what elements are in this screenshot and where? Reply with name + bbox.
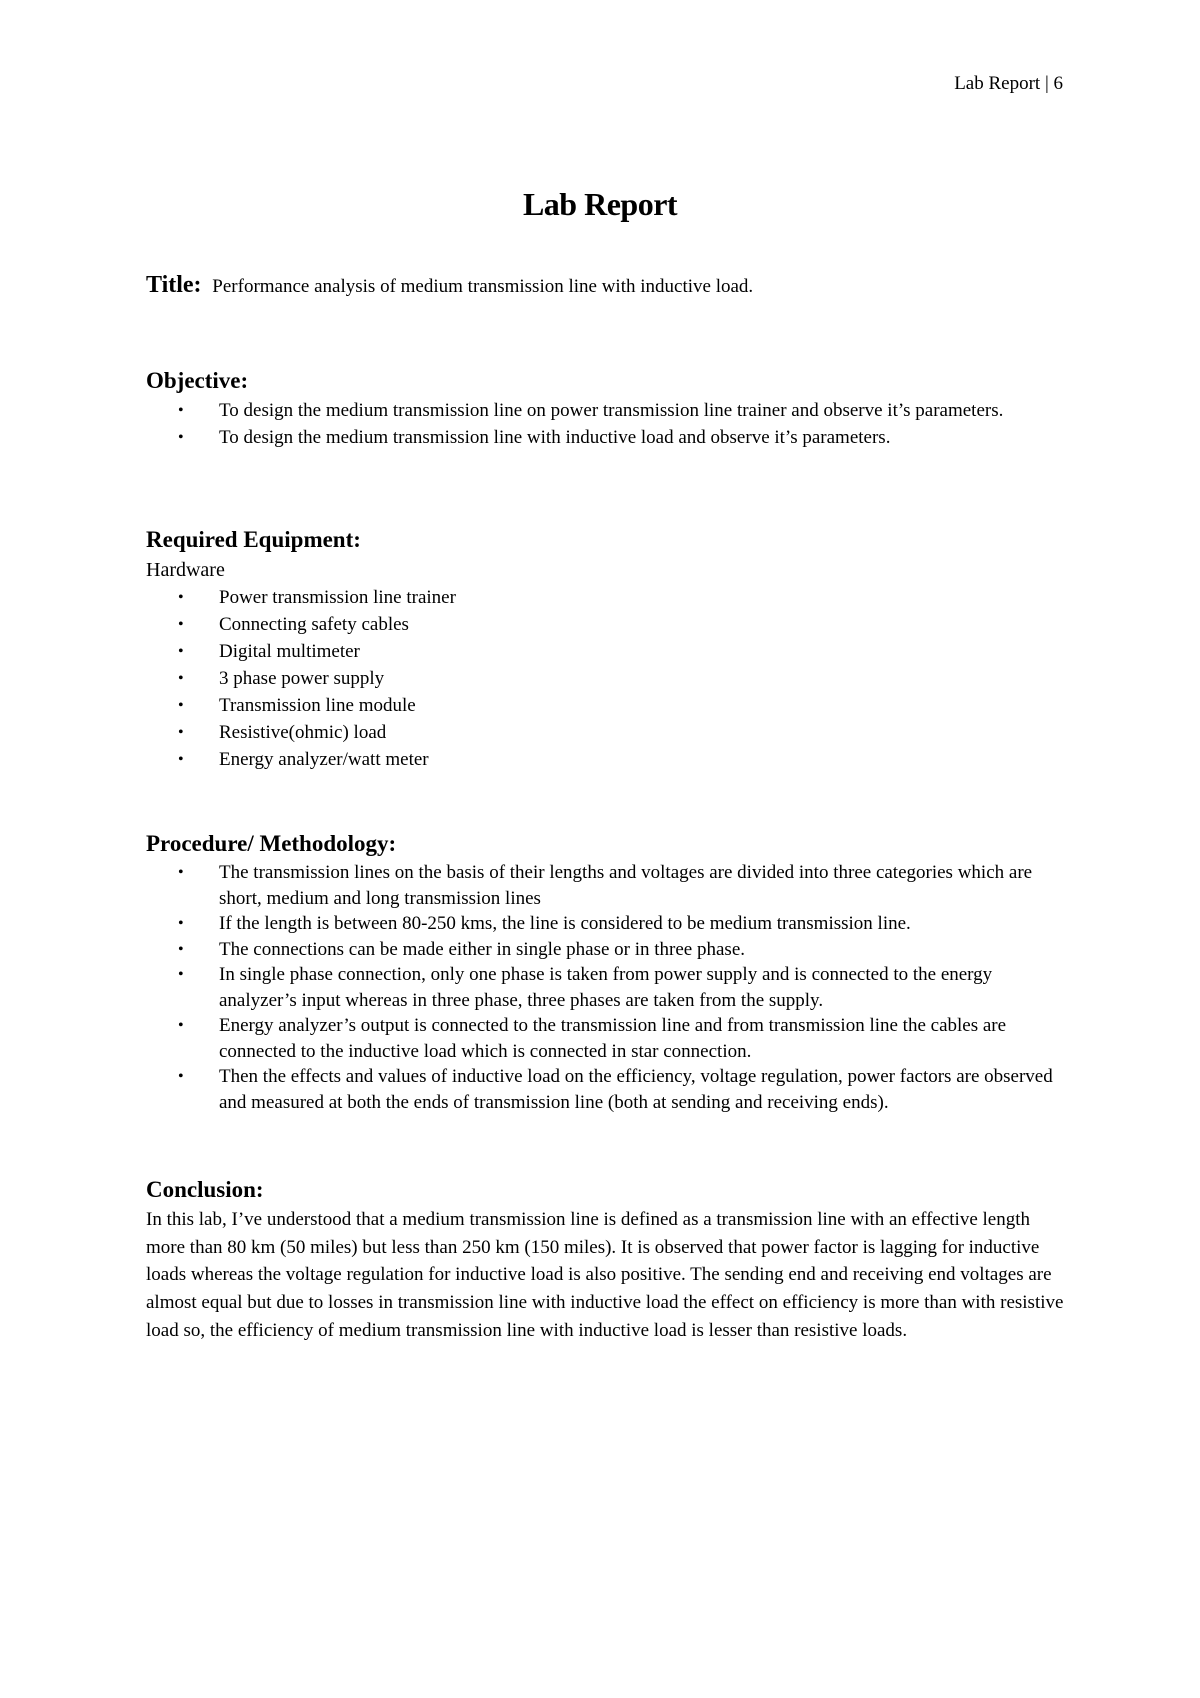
list-item: • The connections can be made either in single phase or in three phase.	[219, 937, 1069, 963]
list-item: • Energy analyzer’s output is connected to the transmission line and from transmission line the cables are connected to the inductive load which is connected in star connection.	[178, 1015, 1007, 1062]
bullet-icon: •	[178, 643, 184, 660]
document-title: Lab Report	[522, 186, 678, 222]
procedure-heading: Procedure/ Methodology:	[146, 831, 397, 856]
list-item: • Transmission line module	[219, 692, 1066, 719]
equipment-sub-label: Hardware	[146, 559, 225, 581]
conclusion-section	[146, 1174, 1066, 1345]
bullet-icon: •	[178, 402, 184, 419]
objective-list	[146, 397, 1049, 451]
bullet-icon: •	[178, 429, 184, 446]
equipment-list	[146, 584, 1066, 773]
list-item: • Power transmission line trainer	[219, 584, 1066, 611]
list-item: • To design the medium transmission line with inductive load and observe it’s parameters.	[219, 424, 1049, 451]
objective-heading: Objective:	[146, 368, 249, 393]
conclusion-paragraph: In this lab, I’ve understood that a medium transmission line is defined as a transmission line with an effective length more than 80 km (50 miles) but less than 250 km (150 miles). It is observed that power factor is lagging for inductive loads whereas the voltage regulation for inductive load is also positive. The sending end and receiving end voltages are almost equal but due to losses in transmission line with inductive load the effect on efficiency is more than with resistive load so, the efficiency of medium transmission line with inductive load is lesser than resistive loads.	[146, 1209, 1064, 1341]
list-item: • Resistive(ohmic) load	[219, 719, 1066, 746]
conclusion-heading: Conclusion:	[146, 1177, 264, 1202]
procedure-list	[146, 860, 1069, 1115]
list-item: • 3 phase power supply	[219, 665, 1066, 692]
procedure-section	[146, 828, 1066, 1115]
list-item: • To design the medium transmission line on power transmission line trainer and observe it’s parameters.	[219, 397, 1049, 424]
equipment-heading: Required Equipment:	[146, 527, 361, 552]
bullet-icon: •	[178, 751, 184, 768]
bullet-icon: •	[178, 697, 184, 714]
title-row	[146, 268, 1066, 304]
equipment-section	[146, 524, 1066, 773]
page-header: Lab Report | 6	[954, 73, 1063, 94]
bullet-icon: •	[178, 940, 184, 958]
bullet-icon: •	[178, 1068, 184, 1085]
list-item: • Digital multimeter	[219, 638, 1066, 665]
list-item: • The transmission lines on the basis of their lengths and voltages are divided into three categories which are short, medium and long transmission lines	[178, 862, 1033, 909]
bullet-icon: •	[178, 616, 184, 633]
list-item: • Energy analyzer/watt meter	[219, 746, 1066, 773]
list-item: • Connecting safety cables	[219, 611, 1066, 638]
list-item: • Then the effects and values of inductive load on the efficiency, voltage regulation, power factors are observed and measured at both the ends of transmission line (both at sending and receiving ends).	[178, 1066, 1053, 1113]
title-value: Performance analysis of medium transmission line with inductive load.	[212, 276, 754, 297]
bullet-icon: •	[178, 724, 184, 741]
bullet-icon: •	[178, 670, 184, 687]
list-item: • In single phase connection, only one phase is taken from power supply and is connected to the energy analyzer’s input whereas in three phase, three phases are taken from the supply.	[178, 964, 993, 1011]
bullet-icon: •	[178, 966, 184, 983]
bullet-icon: •	[178, 915, 184, 932]
objective-section	[146, 365, 1066, 451]
bullet-icon: •	[178, 1017, 184, 1034]
bullet-icon: •	[178, 589, 184, 606]
bullet-icon: •	[178, 864, 184, 881]
list-item: • If the length is between 80-250 kms, the line is considered to be medium transmission line.	[219, 911, 1069, 937]
title-label: Title:	[146, 272, 202, 298]
